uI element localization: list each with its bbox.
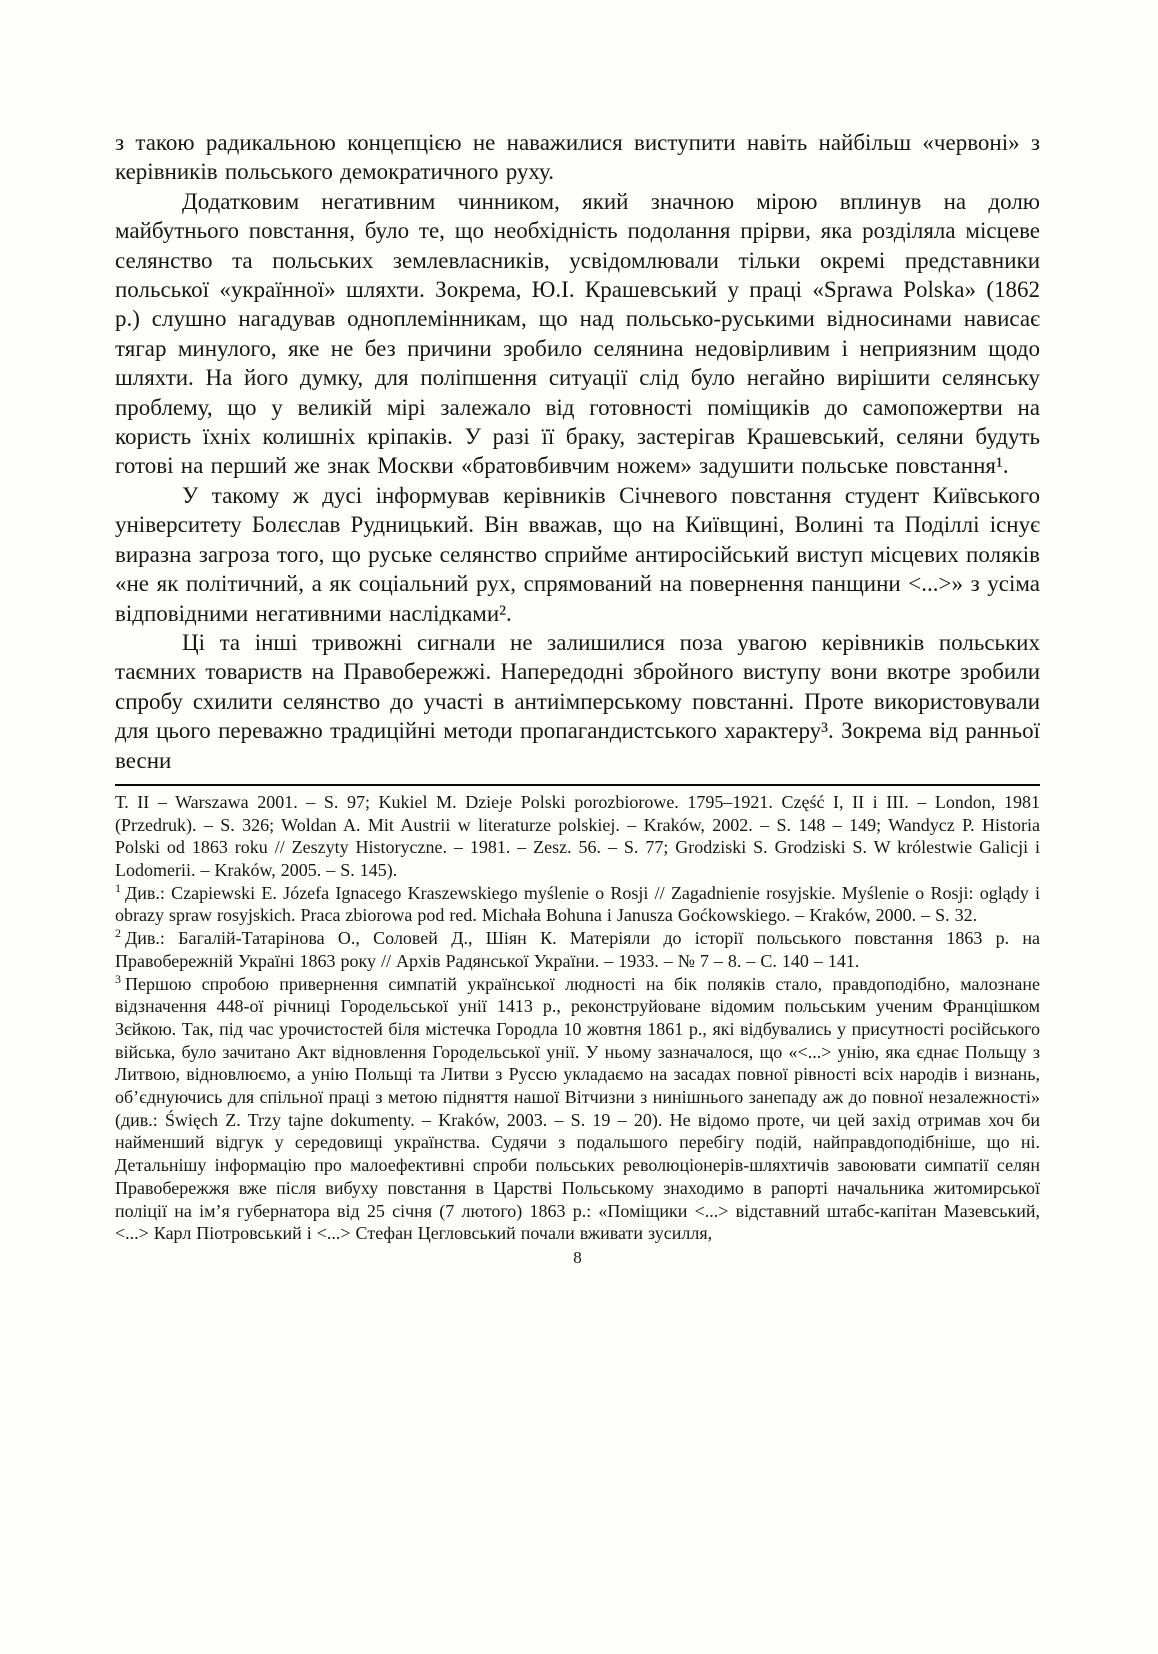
page-number: 8 (573, 1248, 582, 1267)
footnote-marker: 2 (115, 926, 121, 941)
footnote-marker: 3 (115, 971, 121, 986)
body-paragraph: Ці та інші тривожні сигнали не залишилися поза увагою керівників польських таємних товариств на Правобережжі. Напередодні збройного виступу вони вкотре зробили спробу схилити селянство до участі в антиімперському повстанні. Проте використовували для цього переважно традиційні методи пропагандистського характеру³. Зокрема від ранньої весни (115, 629, 1040, 773)
footnote-text: Див.: Czapiewski E. Józefa Ignacego Kraszewskiego myślenie o Rosji // Zagadnienie rosyjskie. Myślenie o Rosji: oglądy i obrazy spraw rosyjskich. Praca zbiorowa pod red. Michała Bohuna i Janusza Goćkowskiego. – Kraków, 2000. – S. 32. (115, 882, 1040, 926)
footnote-item (115, 927, 1040, 972)
body-paragraph: з такою радикальною концепцією не наважилися виступити навіть найбільш «червоні» з керівників польського демократичного руху. (115, 130, 1040, 185)
body-paragraph: У такому ж дусі інформував керівників Січневого повстання студент Київського університету Болєслав Рудницький. Він вважав, що на Київщині, Волині та Поділлі існує виразна загроза того, що руське селянство сприйме антиросійський виступ місцевих поляків «не як політичний, а як соціальний рух, спрямований на повернення панщини <...>» з усіма відповідними негативними наслідками². (115, 482, 1040, 626)
footnote-item (115, 973, 1040, 1245)
footnote-text: Див.: Багалій-Татарінова О., Соловей Д., Шіян К. Матеріяли до історії польського повстання 1863 р. на Правобережній Україні 1863 року // Архів Радянської України. – 1933. – № 7 – 8. – С. 140 – 141. (115, 928, 1040, 971)
footnote-separator (115, 784, 1040, 786)
footnote-text: Першою спробою привернення симпатій української людності на бік поляків стало, правдоподібно, малознане відзначення 448-ої річниці Городельської унії 1413 р., реконструйоване відомим польським ученим Францішком Зєйкою. Так, під час урочистостей біля містечка Городла 10 жовтня 1861 р., які відбувались у присутності російського війська, було зачитано Акт відновлення Городельської унії. У ньому зазначалося, що «<...> унію, яка єднає Польщу з Литвою, відновлюємо, а унію Польщі та Литви з Руссю укладаємо на засадах повної рівності всіх народів і визнань, об’єднуючись для спільної праці з метою підняття нашої Вітчизни з нинішнього занепаду аж до повної незалежності» (див.: Święch Z. Trzy tajne dokumenty. – Kraków, 2003. – S. 19 – 20). Не відомо проте, чи цей захід отримав хоч би найменший відгук у середовищі українства. Судячи з подальшого перебігу подій, найправдоподібніше, що ні. Детальнішу інформацію про малоефективні спроби польських революціонерів-шляхтичів завоювати симпатії селян Правобережжя вже після вибуху повстання в Царстві Польському знаходимо в рапорті начальника житомирської поліції на ім’я губернатора від 25 січня (7 лютого) 1863 р.: «Поміщики <...> відставний штабс-капітан Мазевський, <...> Карл Піотровський і <...> Стефан Цегловський почали вживати зусилля, (115, 973, 1040, 1244)
body-paragraph: Додатковим негативним чинником, який значною мірою вплинув на долю майбутнього повстання, було те, що необхідність подолання прірви, яка розділяла місцеве селянство та польських землевласників, усвідомлювали тільки окремі представники польської «українної» шляхти. Зокрема, Ю.І. Крашевський у праці «Sprawa Polska» (1862 р.) слушно нагадував одноплемінникам, що над польсько-руськими відносинами нависає тягар минулого, яке не без причини зробило селянина недовірливим і неприязним щодо шляхти. На його думку, для поліпшення ситуації слід було негайно вирішити селянську проблему, що у великій мірі залежало від готовності поміщиків до самопожертви на користь їхніх колишніх кріпаків. У разі її браку, застерігав Крашевський, селяни будуть готові на перший же знак Москви «братовбивчим ножем» задушити польське повстання¹. (115, 188, 1040, 479)
footnote-continuation: Т. II – Warszawa 2001. – S. 97; Kukiel M. Dzieje Polski porozbiorowe. 1795–1921. Część I, II і III. – London, 1981 (Przedruk). – S. 326; Woldan A. Mit Austrii w literaturze polskiej. – Kraków, 2002. – S. 148 – 149; Wandycz P. Historia Polski od 1863 roku // Zeszyty Historyczne. – 1981. – Zesz. 56. – S. 77; Grodziski S. Grodziski S. W królestwie Galicji i Lodomerii. – Kraków, 2005. – S. 145). (115, 791, 1040, 881)
footnote-item (115, 882, 1040, 927)
footnote-marker: 1 (115, 880, 121, 895)
footnotes-section (115, 791, 1040, 1245)
body-text (115, 128, 1040, 775)
